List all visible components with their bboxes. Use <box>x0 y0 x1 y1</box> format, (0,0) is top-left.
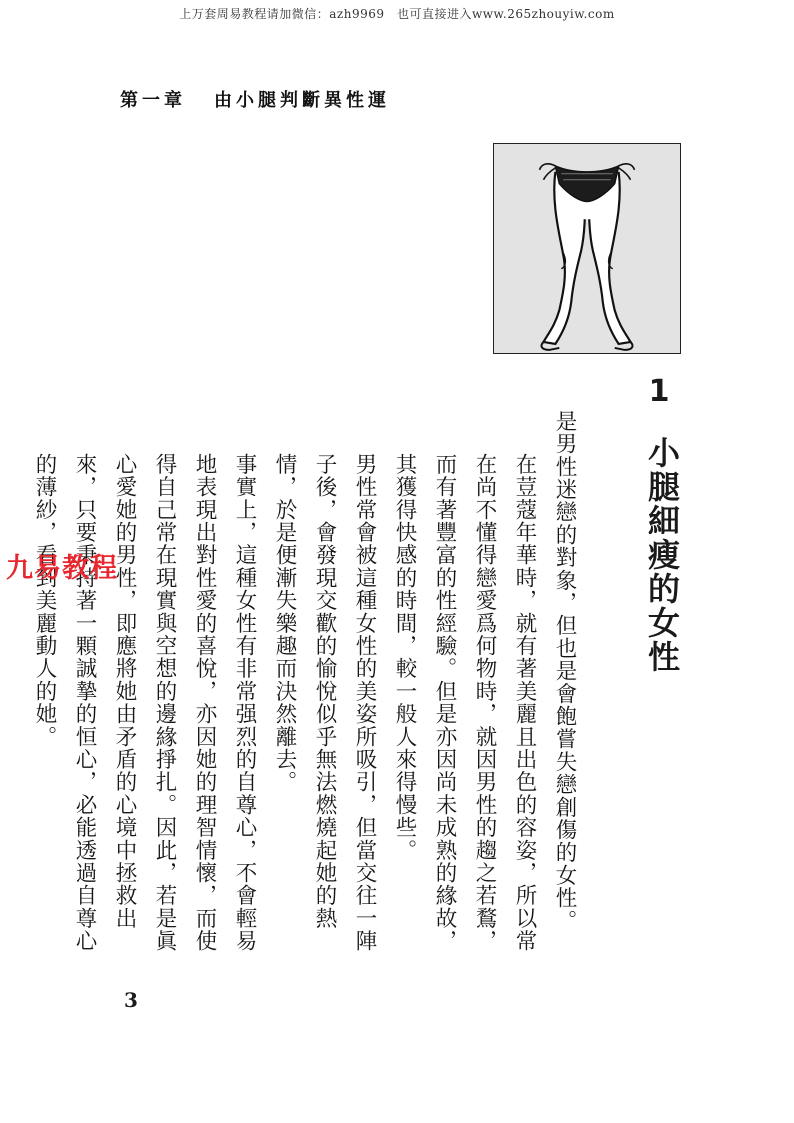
paragraph: 在荳蔻年華時，就有著美麗且出色的容姿，所以常在尚不懂得戀愛爲何物時，就因男性的趨之若鶩，而有著豐富的性經驗。但是亦因尚未成熟的緣故，其獲得快感的時間，較一般人來得慢些。 <box>392 453 537 953</box>
paragraph: 是男性迷戀的對象，但也是會飽嘗失戀創傷的女性。 <box>552 410 577 933</box>
chapter-header <box>120 86 390 112</box>
body-text <box>24 410 584 970</box>
top-banner: 上万套周易教程请加微信：azh9969 也可直接进入www.265zhouyiw.com <box>179 7 615 21</box>
paragraph: 男性常會被這種女性的美姿所吸引，但當交往一陣子後，會發現交歡的愉悅似乎無法燃燒起她的熱情，於是便漸失樂趣而決然離去。 <box>272 453 377 953</box>
section-title: 小腿細瘦的女性 <box>643 436 681 674</box>
chapter-title: 由小腿判斷異性運 <box>214 90 390 111</box>
section-number: 1 <box>648 374 670 409</box>
chapter-label: 第一章 <box>120 90 186 111</box>
page-number: 3 <box>124 988 138 1012</box>
legs-illustration <box>493 143 681 354</box>
watermark: 九易教程 <box>6 553 118 584</box>
paragraph: 事實上，這種女性有非常强烈的自尊心，不會輕易地表現出對性愛的喜悅，亦因她的理智情懷，而使得自己常在現實與空想的邊緣掙扎。因此，若是眞心愛她的男性，即應將她由矛盾的心境中拯救出來，只要秉持著一顆誠摯的恒心，必能透過自尊心的薄紗，看到美麗動人的她。 <box>32 453 257 953</box>
